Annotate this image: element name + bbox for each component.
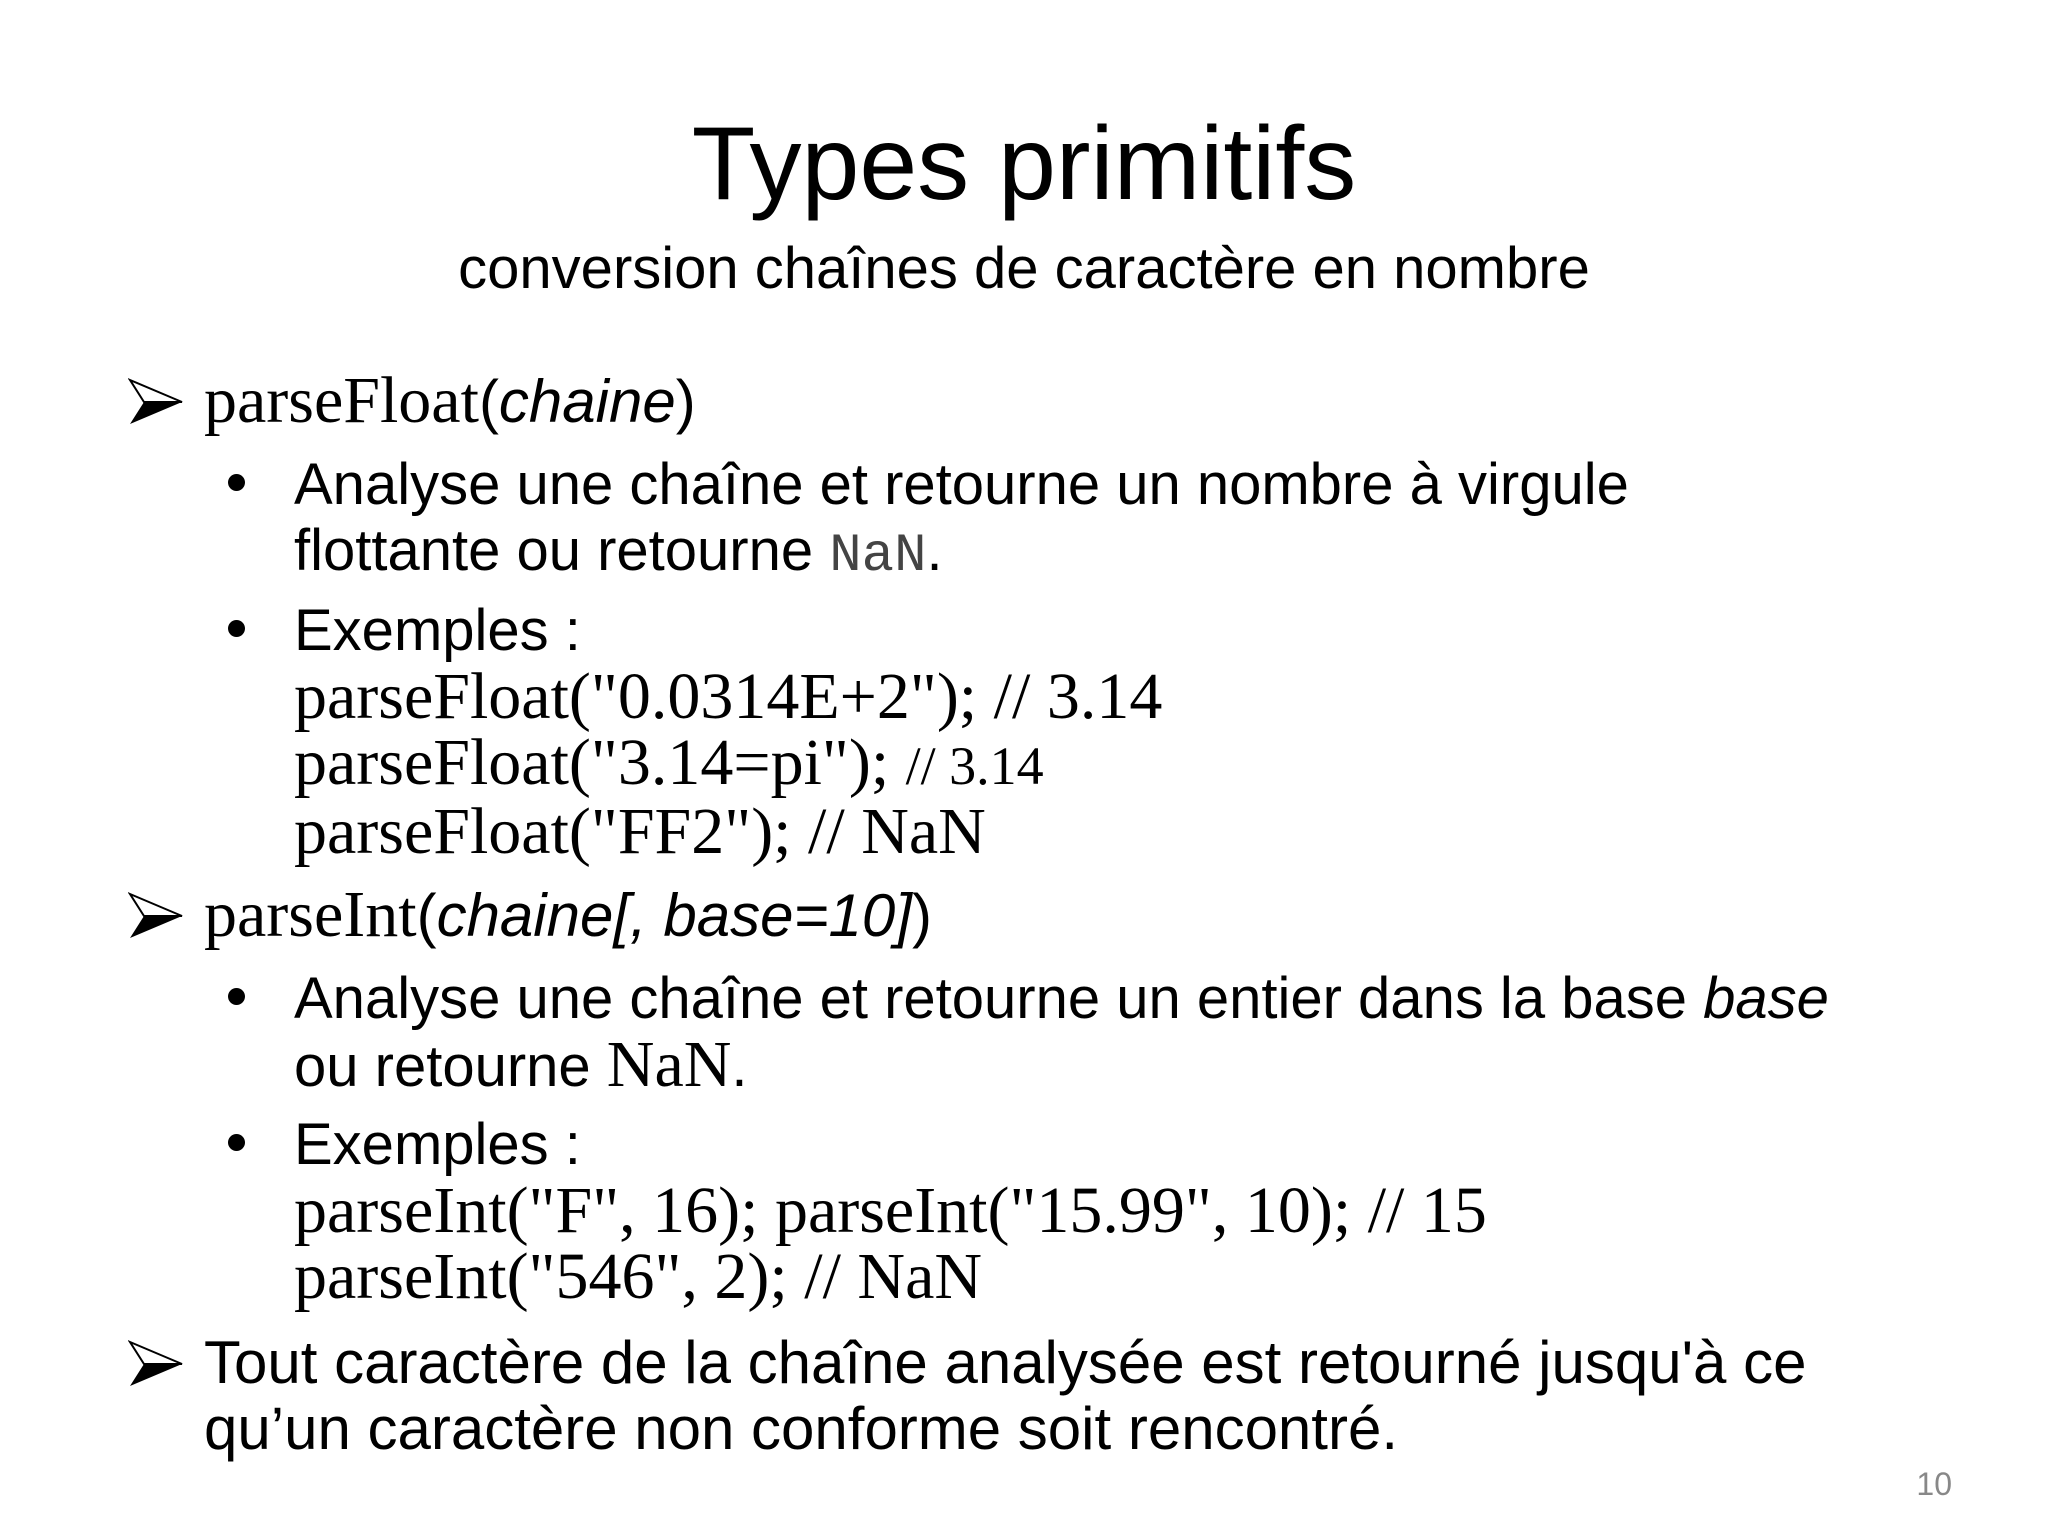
parseint-desc-nan: NaN: [606, 1028, 732, 1101]
parsefloat-examples-label: Exemples :: [294, 598, 581, 663]
parseint-desc-line2-wrap: [294, 1028, 1829, 1101]
parsefloat-close: ): [675, 368, 696, 435]
dot-bullet-icon: [228, 474, 245, 491]
page-number: 10: [1916, 1466, 1952, 1502]
arrowhead-bullet-icon: [128, 1334, 188, 1394]
parseint-desc-line2: ou retourne: [294, 1034, 607, 1099]
parseint-heading: [204, 878, 932, 951]
slide-subtitle: conversion chaînes de caractère en nombre: [458, 236, 1590, 301]
parsefloat-desc-line1: Analyse une chaîne et retourne un nombre à virgule: [294, 452, 1629, 517]
parseint-close: ): [911, 882, 932, 949]
parsefloat-example-2: parseFloat("3.14=pi");: [294, 726, 906, 799]
parsefloat-example-3: parseFloat("FF2"); // NaN: [294, 795, 986, 868]
slide-title: Types primitifs: [691, 106, 1357, 222]
parseint-example-1: parseInt("F", 16); parseInt("15.99", 10); // 15: [294, 1174, 1487, 1247]
parseint-desc-line1: Analyse une chaîne et retourne un entier dans la base: [294, 966, 1704, 1031]
dot-bullet-icon: [228, 988, 245, 1005]
parseint-param: chaine[, base=10]: [436, 882, 912, 949]
parsefloat-description: [294, 452, 1629, 590]
parseint-example-2: parseInt("546", 2); // NaN: [294, 1240, 983, 1313]
parseint-desc-line1-wrap: [294, 966, 1829, 1032]
dot-bullet-icon: [228, 620, 245, 637]
arrowhead-bullet-icon: [128, 372, 188, 432]
parseint-name: parseInt: [204, 878, 417, 951]
dot-bullet-icon: [228, 1134, 245, 1151]
parsefloat-heading: [204, 364, 696, 437]
parsefloat-desc-end: .: [926, 518, 943, 583]
parsefloat-desc-nan: NaN: [829, 526, 927, 587]
parsefloat-example-1: parseFloat("0.0314E+2"); // 3.14: [294, 660, 1163, 733]
note-line1: Tout caractère de la chaîne analysée est retourné jusqu'à ce: [204, 1329, 1807, 1396]
note-line2: qu’un caractère non conforme soit rencontré.: [204, 1395, 1398, 1462]
parsefloat-name: parseFloat: [204, 364, 479, 437]
parsefloat-examples: [294, 598, 1163, 868]
parseint-examples: [294, 1112, 1487, 1313]
parsefloat-open: (: [478, 368, 499, 435]
parseint-desc-end: .: [731, 1034, 748, 1099]
parseint-open: (: [416, 882, 437, 949]
note-text: [204, 1330, 1806, 1462]
parseint-desc-base: base: [1703, 966, 1829, 1031]
parseint-examples-label: Exemples :: [294, 1112, 581, 1177]
parseint-description: [294, 966, 1829, 1100]
parsefloat-desc-line2-wrap: [294, 518, 1629, 590]
parsefloat-example-2-comment: // 3.14: [905, 736, 1044, 796]
parsefloat-desc-line2: flottante ou retourne: [294, 518, 830, 583]
arrowhead-bullet-icon: [128, 886, 188, 946]
parsefloat-param: chaine: [498, 368, 676, 435]
parsefloat-example-2-wrap: [294, 726, 1162, 799]
